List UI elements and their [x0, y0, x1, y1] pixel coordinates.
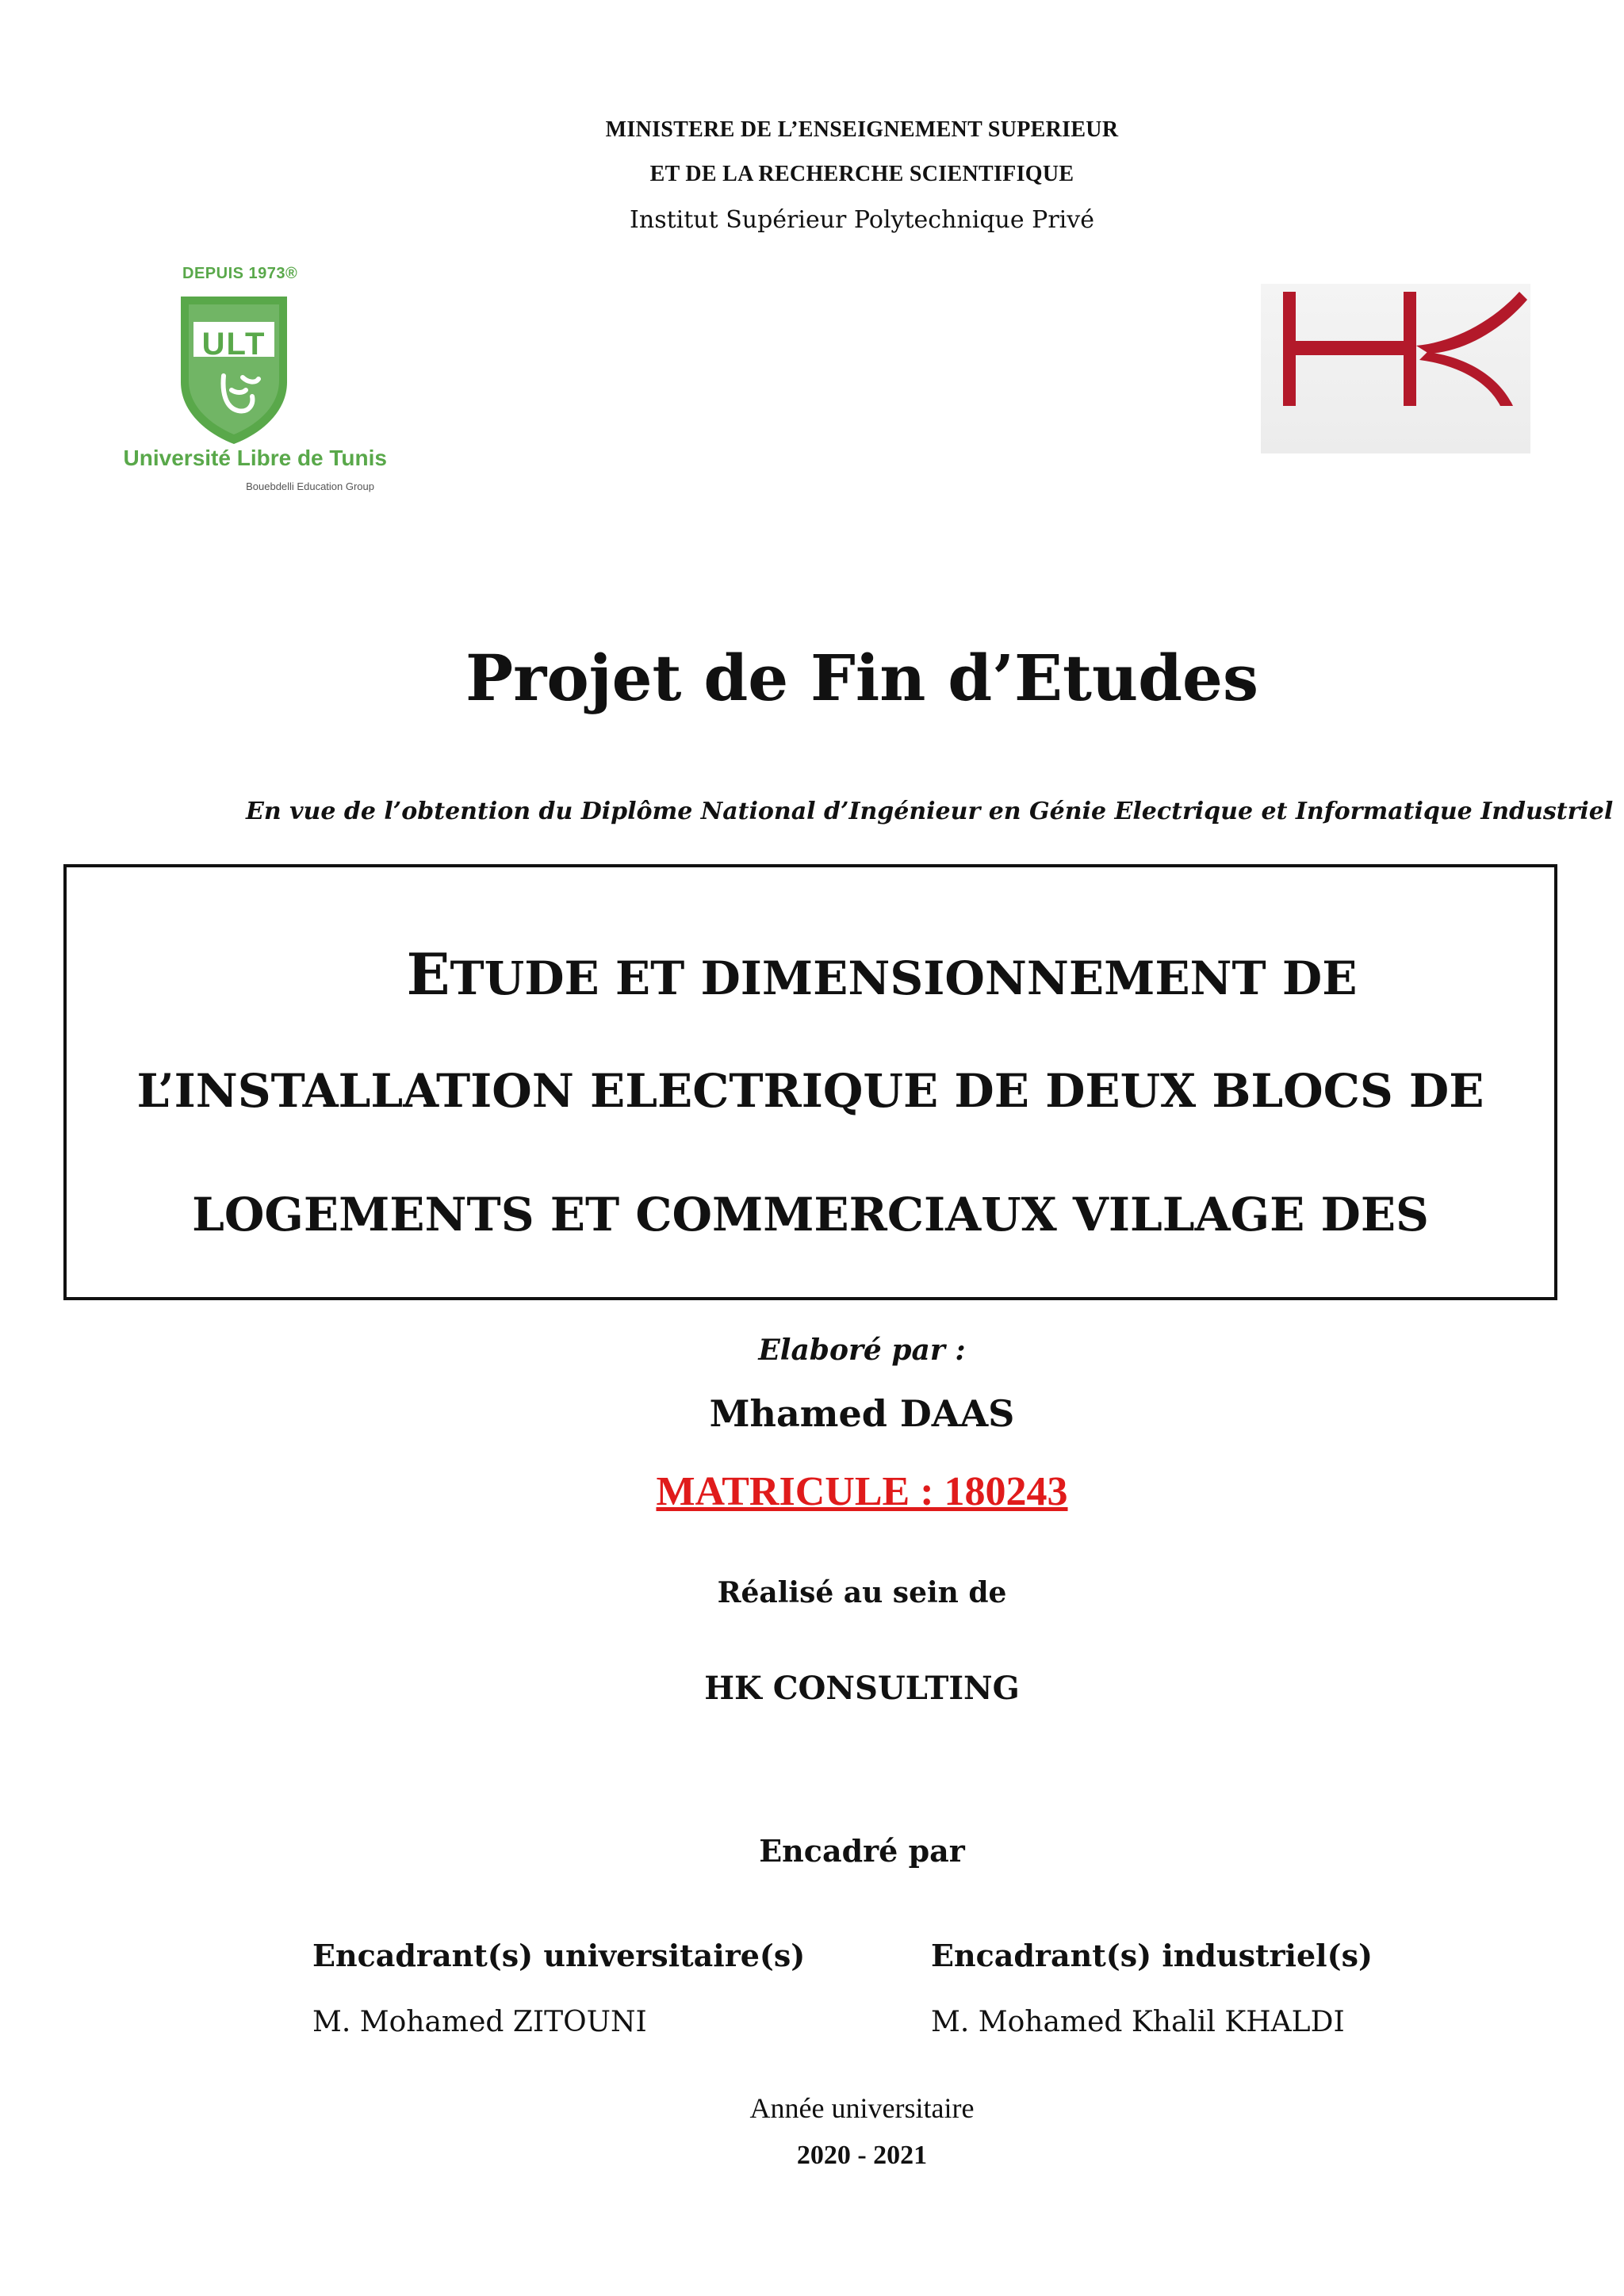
ult-mark-text: ULT — [201, 327, 266, 362]
hk-logo — [1261, 284, 1530, 453]
title-line-1-rest: TUDE ET DIMENSIONNEMENT DE — [450, 951, 1358, 1005]
diploma-subtitle: En vue de l’obtention du Diplôme National d’Ingénieur en Génie Electrique et Informatique Industriel — [246, 798, 1614, 825]
academic-year-value: 2020 - 2021 — [796, 2141, 928, 2170]
university-supervisor-heading: Encadrant(s) universitaire(s) — [312, 1938, 806, 1973]
title-initial: E — [406, 940, 450, 1008]
project-title-line-2: L’INSTALLATION ELECTRIQUE DE DEUX BLOCS DE — [136, 1064, 1484, 1118]
author-name: Mhamed DAAS — [709, 1392, 1015, 1435]
academic-year-label: Année universitaire — [749, 2092, 975, 2124]
realise-label: Réalisé au sein de — [717, 1576, 1007, 1609]
ult-name: Université Libre de Tunis — [123, 446, 387, 470]
university-supervisor-name: M. Mohamed ZITOUNI — [312, 2006, 647, 2038]
project-title-line-3: LOGEMENTS ET COMMERCIAUX VILLAGE DES — [192, 1188, 1429, 1242]
institute-name: Institut Supérieur Polytechnique Privé — [630, 206, 1094, 234]
industrial-supervisor-heading: Encadrant(s) industriel(s) — [931, 1938, 1373, 1973]
hk-logo-icon — [1261, 284, 1530, 453]
encadre-label: Encadré par — [759, 1833, 965, 1869]
matricule: MATRICULE : 180243 — [656, 1469, 1068, 1514]
document-type-title: Projet de Fin d’Etudes — [465, 641, 1258, 715]
project-title-line-1 — [67, 940, 1554, 1008]
elabore-label: Elaboré par : — [758, 1334, 966, 1367]
company-name: HK CONSULTING — [704, 1670, 1020, 1707]
ult-group: Bouebdelli Education Group — [246, 480, 374, 492]
ministry-line-1: MINISTERE DE L’ENSEIGNEMENT SUPERIEUR — [605, 117, 1119, 142]
ministry-line-2: ET DE LA RECHERCHE SCIENTIFIQUE — [649, 162, 1074, 186]
industrial-supervisor-name: M. Mohamed Khalil KHALDI — [931, 2006, 1345, 2038]
ult-since-text: DEPUIS 1973® — [182, 265, 298, 282]
ult-shield-icon — [176, 289, 292, 447]
ult-logo — [94, 260, 387, 498]
project-title-box — [63, 864, 1557, 1300]
